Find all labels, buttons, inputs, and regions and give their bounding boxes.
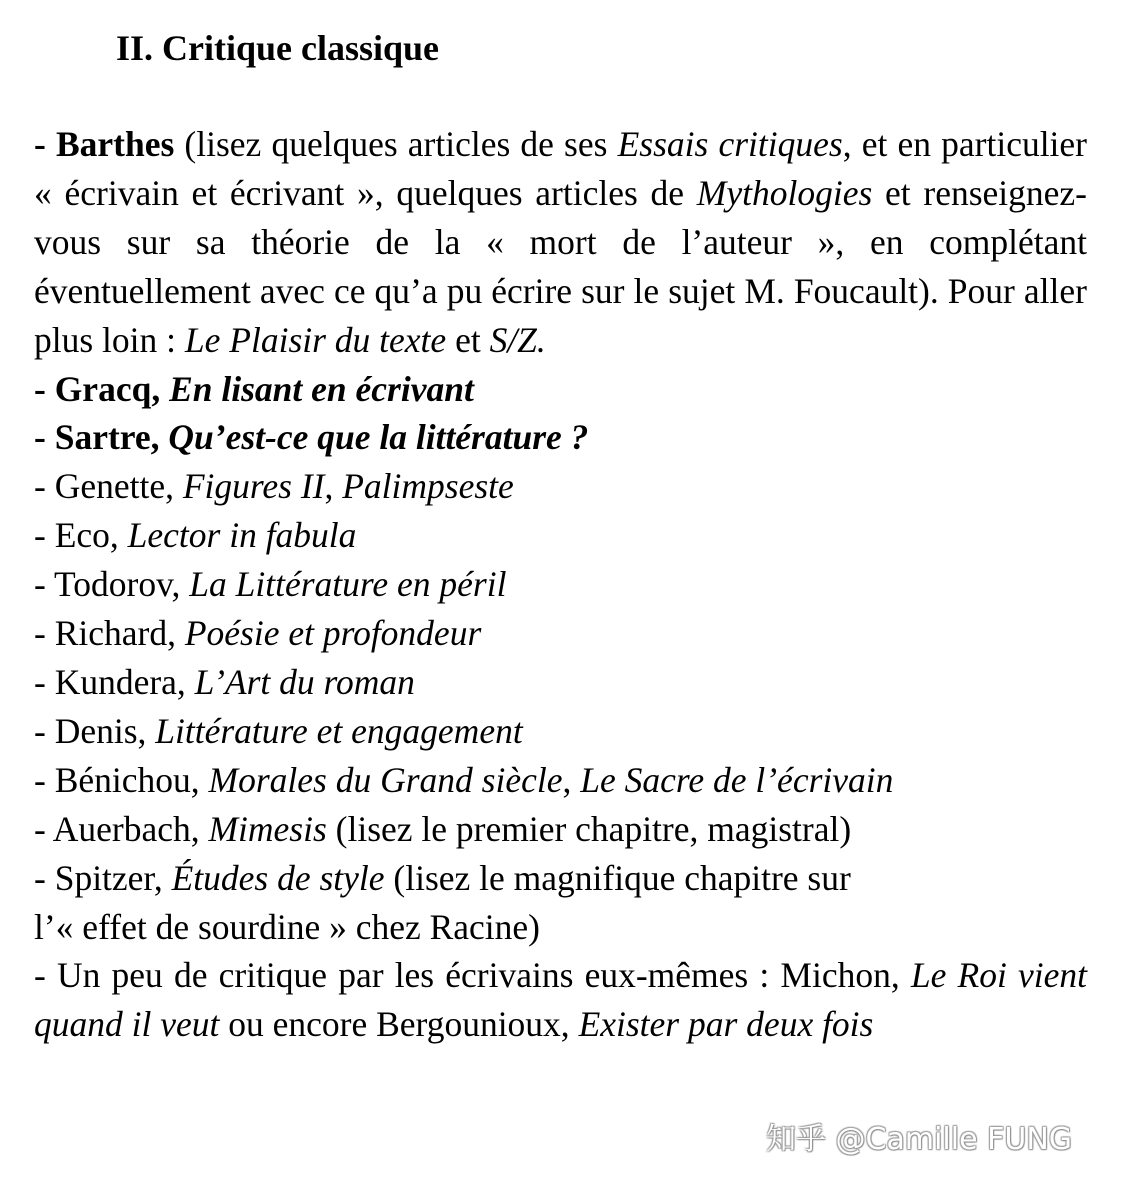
book-title: Poésie et profondeur	[184, 613, 482, 654]
item-dash: -	[34, 124, 56, 164]
book-title: Essais critiques	[617, 124, 843, 164]
book-title: Le Roi vient quand il veut	[34, 955, 1087, 1045]
list-item-gracq	[34, 365, 1087, 414]
author-name: - Kundera,	[34, 661, 195, 702]
item-note: l’« effet de sourdine » chez Racine)	[34, 906, 540, 947]
author-name: Barthes	[55, 124, 175, 164]
list-item-auerbach	[34, 805, 1087, 854]
book-title: La Littérature en péril	[189, 564, 507, 605]
list-item-todorov	[34, 560, 1087, 609]
book-title: Études de style	[171, 857, 385, 898]
book-title: Palimpseste	[342, 466, 514, 507]
author-name: - Sartre,	[34, 417, 169, 458]
author-name: - Denis,	[34, 710, 156, 751]
item-text: et	[446, 319, 490, 360]
book-title: Morales du Grand siècle	[208, 759, 563, 800]
watermark-site: 知乎	[766, 1122, 826, 1157]
author-name: - Todorov,	[34, 564, 190, 605]
book-title: Exister par deux fois	[578, 1004, 874, 1045]
author-name: - Eco,	[34, 515, 128, 556]
book-title: Lector in fabula	[127, 515, 357, 556]
zhihu-watermark	[766, 1118, 1072, 1162]
item-text: (lisez quelques articles de ses	[174, 124, 618, 164]
list-item-eco	[34, 511, 1087, 560]
book-title: Mimesis	[208, 808, 327, 849]
book-title: Figures II	[182, 466, 325, 507]
reading-list	[34, 120, 1087, 1049]
book-title: S/Z.	[489, 319, 546, 360]
separator: ,	[562, 759, 581, 800]
item-text: - Un peu de critique par les écrivains eux-mêmes : Michon,	[34, 955, 911, 996]
section-heading: II. Critique classique	[116, 28, 440, 68]
list-item-benichou	[34, 756, 1087, 805]
book-title: L’Art du roman	[194, 661, 415, 702]
book-title: Littérature et engagement	[155, 710, 523, 751]
list-item-kundera	[34, 658, 1087, 707]
separator: ,	[324, 466, 343, 507]
author-name: - Genette,	[34, 466, 183, 507]
author-name: - Gracq,	[34, 368, 170, 409]
watermark-user: @Camille FUNG	[835, 1122, 1073, 1157]
list-item-barthes	[34, 120, 1087, 365]
book-title: Le Plaisir du texte	[184, 319, 447, 360]
list-item-spitzer	[34, 854, 1087, 952]
list-item-richard	[34, 609, 1087, 658]
author-name: - Bénichou,	[34, 759, 209, 800]
list-item-sartre	[34, 413, 1087, 462]
item-note: (lisez le magnifique chapitre sur	[384, 857, 851, 898]
author-name: - Richard,	[34, 613, 185, 654]
author-name: - Spitzer,	[34, 857, 172, 898]
book-title: En lisant en écrivant	[169, 368, 474, 409]
author-name: - Auerbach,	[34, 808, 209, 849]
book-title: Le Sacre de l’écrivain	[580, 759, 894, 800]
book-title: Mythologies	[696, 172, 873, 213]
list-item-genette	[34, 462, 1087, 511]
list-item-ecrivains	[34, 951, 1087, 1049]
book-title: Qu’est-ce que la littérature ?	[168, 417, 589, 458]
item-text: , et en particulier « écrivain et écrivant », quelques articles de	[34, 124, 1087, 213]
item-text: et renseignez-vous sur sa théorie de la « mort de l’auteur », en complétant éventuellement avec ce qu’a pu écrire sur le sujet M. Foucault). Pour aller plus loin :	[34, 172, 1088, 360]
item-note: (lisez le premier chapitre, magistral)	[326, 808, 852, 849]
item-text: ou encore Bergounioux,	[219, 1004, 579, 1045]
list-item-denis	[34, 707, 1087, 756]
